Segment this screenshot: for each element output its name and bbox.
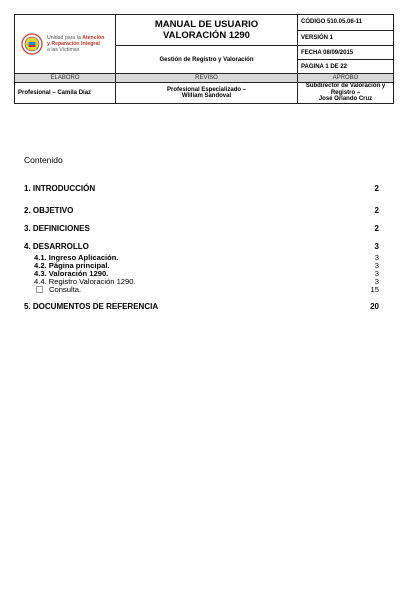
toc-item-label: 4.3. Valoración 1290. bbox=[34, 269, 109, 278]
toc-item[interactable] bbox=[24, 302, 379, 311]
title-cell bbox=[116, 15, 298, 46]
toc-item-page: 3 bbox=[374, 277, 379, 286]
document-title: MANUAL DE USUARIO bbox=[154, 19, 259, 30]
logo-text-line: a las Víctimas bbox=[47, 47, 80, 53]
toc-item-page: 3 bbox=[374, 261, 379, 270]
aprobo-label: APROBÓ bbox=[298, 74, 394, 83]
version-field: VERSIÓN 1 bbox=[298, 30, 394, 46]
toc-item-label: 3. DEFINICIONES bbox=[24, 224, 90, 233]
toc-subitem-wrap bbox=[24, 285, 81, 294]
date-field: FECHA 08/09/2015 bbox=[298, 46, 394, 60]
toc-item-label: 4.4. Registro Valoración 1290. bbox=[34, 277, 136, 286]
toc-item-page: 2 bbox=[374, 206, 379, 215]
code-field: CÓDIGO 510.05.06-11 bbox=[298, 15, 394, 31]
aprobo-line: Subdirector de Valoración y bbox=[305, 83, 386, 90]
logo bbox=[15, 33, 115, 55]
logo-text-accent: Atención bbox=[82, 35, 105, 41]
toc-item-label: 4.1. Ingreso Aplicación. bbox=[34, 253, 119, 262]
aprobo-line: José Orlando Cruz bbox=[318, 96, 373, 103]
logo-text-accent: y Reparación Integral bbox=[47, 41, 100, 47]
toc-item-label: 4. DESARROLLO bbox=[24, 242, 89, 251]
page-field: PAGINA 1 DE 22 bbox=[298, 60, 394, 74]
toc-item[interactable] bbox=[24, 184, 379, 193]
toc-item-label: 1. INTRODUCCIÓN bbox=[24, 184, 96, 193]
aprobo-line: Registro – bbox=[330, 89, 361, 96]
header-table bbox=[14, 14, 394, 104]
toc-item[interactable] bbox=[24, 206, 379, 215]
logo-cell bbox=[15, 15, 116, 74]
aprobo-value bbox=[298, 83, 394, 104]
document-subtitle: Gestión de Registro y Valoración bbox=[116, 46, 298, 74]
toc-item-label: 5. DOCUMENTOS DE REFERENCIA bbox=[24, 302, 159, 311]
logo-text bbox=[47, 35, 104, 53]
toc-item-page: 2 bbox=[374, 224, 379, 233]
reviso-line: Profesional Especializado – bbox=[166, 86, 247, 93]
elaboro-label: ELABORÓ bbox=[15, 74, 116, 83]
toc-item[interactable] bbox=[24, 224, 379, 233]
reviso-line: William Sandoval bbox=[181, 93, 232, 99]
toc-item-page: 15 bbox=[370, 285, 379, 294]
toc-item-page: 20 bbox=[370, 302, 379, 311]
contents-heading: Contenido bbox=[24, 155, 63, 165]
colombia-seal-icon bbox=[21, 33, 43, 55]
toc-item-label: Consulta. bbox=[49, 285, 82, 294]
document-title-line2: VALORACIÓN 1290 bbox=[163, 30, 250, 41]
logo-text-line: Unidad para la bbox=[47, 35, 81, 41]
toc-item-page: 3 bbox=[374, 242, 379, 251]
reviso-label: REVISÓ bbox=[116, 74, 298, 83]
toc-item-page: 2 bbox=[374, 184, 379, 193]
toc-item-page: 3 bbox=[374, 253, 379, 262]
checkbox-bullet-icon bbox=[36, 286, 43, 293]
toc-item-label: 4.2. Página principal. bbox=[34, 261, 110, 270]
toc-item[interactable] bbox=[24, 242, 379, 251]
toc-item-page: 3 bbox=[374, 269, 379, 278]
reviso-value bbox=[116, 83, 298, 104]
toc-subitem[interactable] bbox=[24, 285, 379, 294]
toc-item-label: 2. OBJETIVO bbox=[24, 206, 74, 215]
elaboro-value: Profesional – Camila Díaz bbox=[15, 83, 116, 104]
